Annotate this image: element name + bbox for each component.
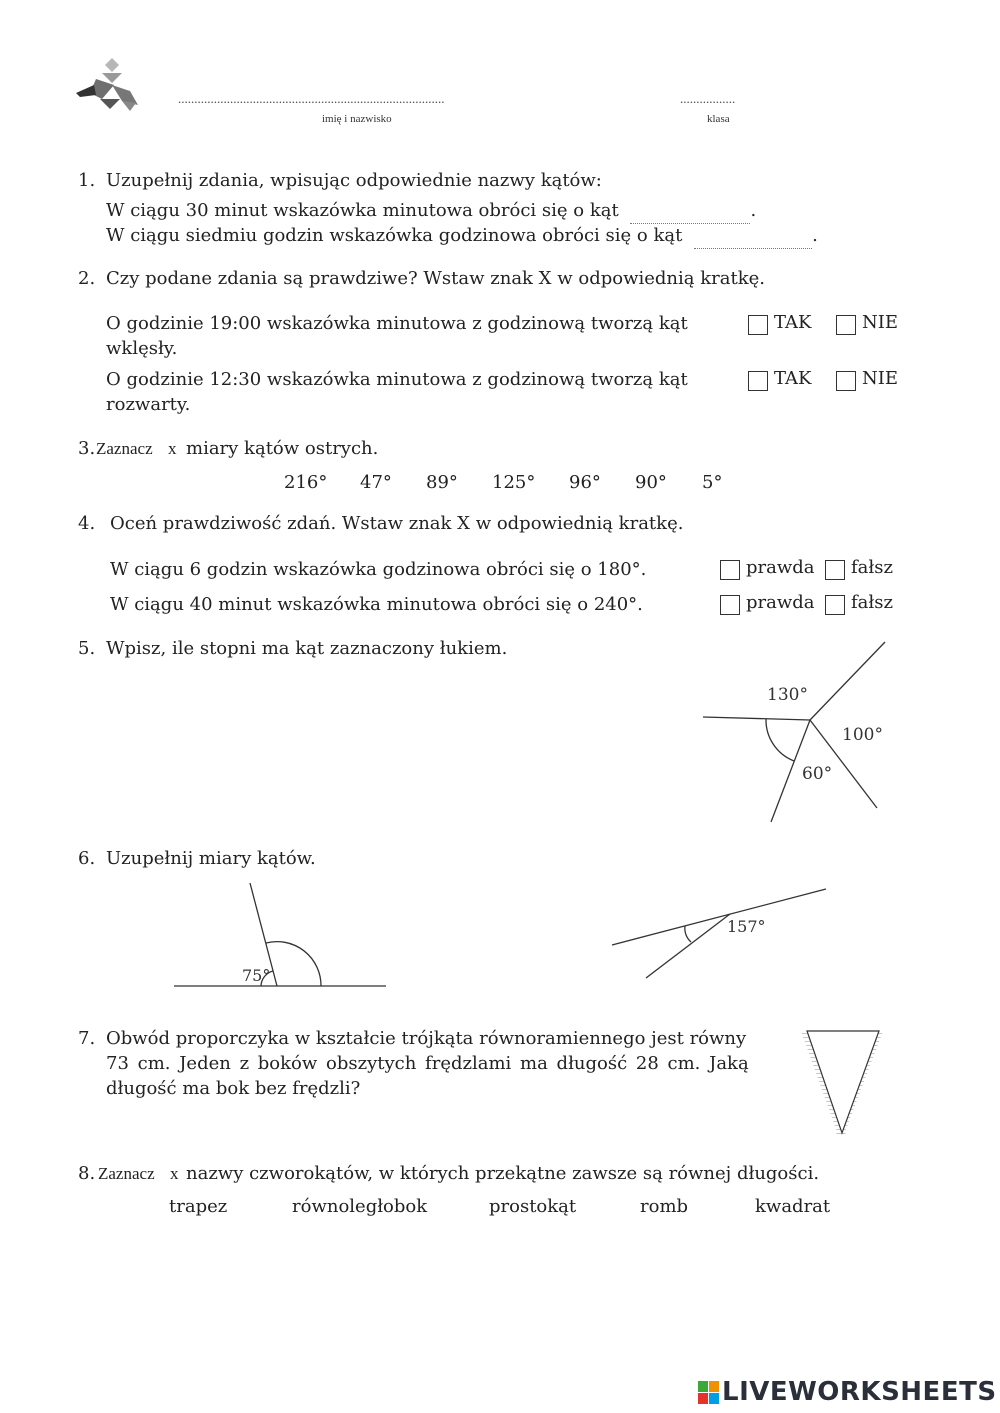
brand-square bbox=[709, 1381, 719, 1392]
q1-line2 bbox=[106, 223, 818, 249]
q6-label-75: 75° bbox=[242, 966, 271, 985]
q4-s2-true-checkbox[interactable] bbox=[720, 595, 740, 615]
q5-angle-diagram bbox=[690, 635, 900, 830]
q6-label-157: 157° bbox=[727, 917, 766, 936]
q2-s1-yes-label: TAK bbox=[774, 312, 812, 333]
q7-line2: 73 cm. Jeden z boków obszytych frędzlami ma długość 28 cm. Jaką bbox=[106, 1053, 749, 1074]
q2-s2-no-checkbox[interactable] bbox=[836, 371, 856, 391]
q7-number: 7. bbox=[78, 1028, 96, 1049]
q8-option[interactable]: prostokąt bbox=[489, 1196, 577, 1217]
q8-x-mark: x bbox=[170, 1164, 179, 1183]
q4-s2-true-label: prawda bbox=[746, 592, 815, 613]
q5-label-130: 130° bbox=[767, 685, 808, 705]
class-line[interactable]: ................. bbox=[680, 91, 736, 106]
class-label: klasa bbox=[707, 113, 730, 125]
q8-option[interactable]: równoległobok bbox=[292, 1196, 428, 1217]
q6-arc bbox=[685, 926, 691, 942]
q5-label-60: 60° bbox=[802, 764, 833, 784]
q2-prompt: Czy podane zdania są prawdziwe? Wstaw znak X w odpowiednią kratkę. bbox=[106, 268, 765, 289]
q4-s2-false-label: fałsz bbox=[851, 592, 893, 613]
q3-option[interactable]: 96° bbox=[569, 472, 601, 493]
q8-prompt-a: Zaznacz bbox=[98, 1164, 155, 1183]
q5-arc bbox=[766, 719, 794, 761]
q6-arc-large bbox=[266, 942, 321, 986]
q2-s1-line2: wklęsły. bbox=[106, 338, 178, 359]
q1-answer-2[interactable] bbox=[694, 223, 812, 249]
q1-line2-text: W ciągu siedmiu godzin wskazówka godzinowa obróci się o kąt bbox=[106, 225, 683, 246]
q1-period-1: . bbox=[750, 200, 757, 221]
pennant-icon bbox=[795, 1025, 890, 1143]
q3-option[interactable]: 125° bbox=[492, 472, 536, 493]
q2-s1-yes-checkbox[interactable] bbox=[748, 315, 768, 335]
q2-s2-line1: O godzinie 12:30 wskazówka minutowa z godzinową tworzą kąt bbox=[106, 369, 688, 390]
q3-option[interactable]: 216° bbox=[284, 472, 328, 493]
logo-icon bbox=[72, 55, 142, 115]
name-label: imię i nazwisko bbox=[322, 113, 392, 125]
q2-s2-yes-label: TAK bbox=[774, 368, 812, 389]
q3-number: 3. bbox=[78, 438, 96, 459]
q2-s2-yes-checkbox[interactable] bbox=[748, 371, 768, 391]
q1-answer-1[interactable] bbox=[630, 198, 750, 224]
q7-line1: Obwód proporczyka w kształcie trójkąta równoramiennego jest równy bbox=[106, 1028, 747, 1049]
q5-number: 5. bbox=[78, 638, 96, 659]
q1-line1 bbox=[106, 198, 756, 224]
q3-option[interactable]: 90° bbox=[635, 472, 667, 493]
q4-s1: W ciągu 6 godzin wskazówka godzinowa obróci się o 180°. bbox=[110, 559, 647, 580]
brand-square bbox=[698, 1393, 708, 1404]
q8-option[interactable]: kwadrat bbox=[755, 1196, 831, 1217]
q2-s1-line1: O godzinie 19:00 wskazówka minutowa z godzinową tworzą kąt bbox=[106, 313, 688, 334]
q4-s2: W ciągu 40 minut wskazówka minutowa obróci się o 240°. bbox=[110, 594, 643, 615]
q3-option[interactable]: 5° bbox=[702, 472, 723, 493]
brand-wordmark[interactable]: LIVEWORKSHEETS bbox=[722, 1377, 997, 1407]
q4-s1-false-checkbox[interactable] bbox=[825, 560, 845, 580]
q1-line1-text: W ciągu 30 minut wskazówka minutowa obróci się o kąt bbox=[106, 200, 619, 221]
q1-number: 1. bbox=[78, 170, 96, 191]
q4-s1-false-label: fałsz bbox=[851, 557, 893, 578]
q5-label-100: 100° bbox=[842, 725, 883, 745]
q8-number: 8. bbox=[78, 1163, 96, 1184]
q4-s1-true-label: prawda bbox=[746, 557, 815, 578]
brand-logo-icon bbox=[698, 1381, 720, 1405]
q2-number: 2. bbox=[78, 268, 96, 289]
q6-left-diagram bbox=[165, 875, 395, 995]
q4-s2-false-checkbox[interactable] bbox=[825, 595, 845, 615]
q5-prompt: Wpisz, ile stopni ma kąt zaznaczony łukiem. bbox=[106, 638, 508, 659]
q2-s1-no-label: NIE bbox=[862, 312, 898, 333]
q2-s1-no-checkbox[interactable] bbox=[836, 315, 856, 335]
q6-prompt: Uzupełnij miary kątów. bbox=[106, 848, 316, 869]
q4-prompt: Oceń prawdziwość zdań. Wstaw znak X w odpowiednią kratkę. bbox=[110, 513, 684, 534]
q5-ray bbox=[703, 717, 810, 720]
q6-number: 6. bbox=[78, 848, 96, 869]
q4-number: 4. bbox=[78, 513, 96, 534]
brand-square bbox=[709, 1393, 719, 1404]
q6-ray bbox=[646, 914, 730, 978]
q1-prompt: Uzupełnij zdania, wpisując odpowiednie nazwy kątów: bbox=[106, 170, 602, 191]
q7-line3: długość ma bok bez frędzli? bbox=[106, 1078, 361, 1099]
q8-option[interactable]: trapez bbox=[169, 1196, 228, 1217]
q4-s1-true-checkbox[interactable] bbox=[720, 560, 740, 580]
q3-option[interactable]: 89° bbox=[426, 472, 458, 493]
brand-square bbox=[698, 1381, 708, 1392]
name-line[interactable]: .................................................................................. bbox=[178, 91, 445, 106]
q3-prompt-a: Zaznacz bbox=[96, 439, 153, 458]
q6-line bbox=[612, 889, 826, 945]
q8-option[interactable]: romb bbox=[640, 1196, 689, 1217]
q3-prompt-b: miary kątów ostrych. bbox=[186, 438, 379, 459]
q8-prompt-b: nazwy czworokątów, w których przekątne zawsze są równej długości. bbox=[186, 1163, 820, 1184]
q2-s2-line2: rozwarty. bbox=[106, 394, 191, 415]
q3-option[interactable]: 47° bbox=[360, 472, 392, 493]
q3-x-mark: x bbox=[168, 439, 177, 458]
q1-period-2: . bbox=[812, 225, 818, 246]
q6-right-diagram bbox=[605, 880, 835, 985]
q5-ray bbox=[810, 642, 885, 720]
q2-s2-no-label: NIE bbox=[862, 368, 898, 389]
